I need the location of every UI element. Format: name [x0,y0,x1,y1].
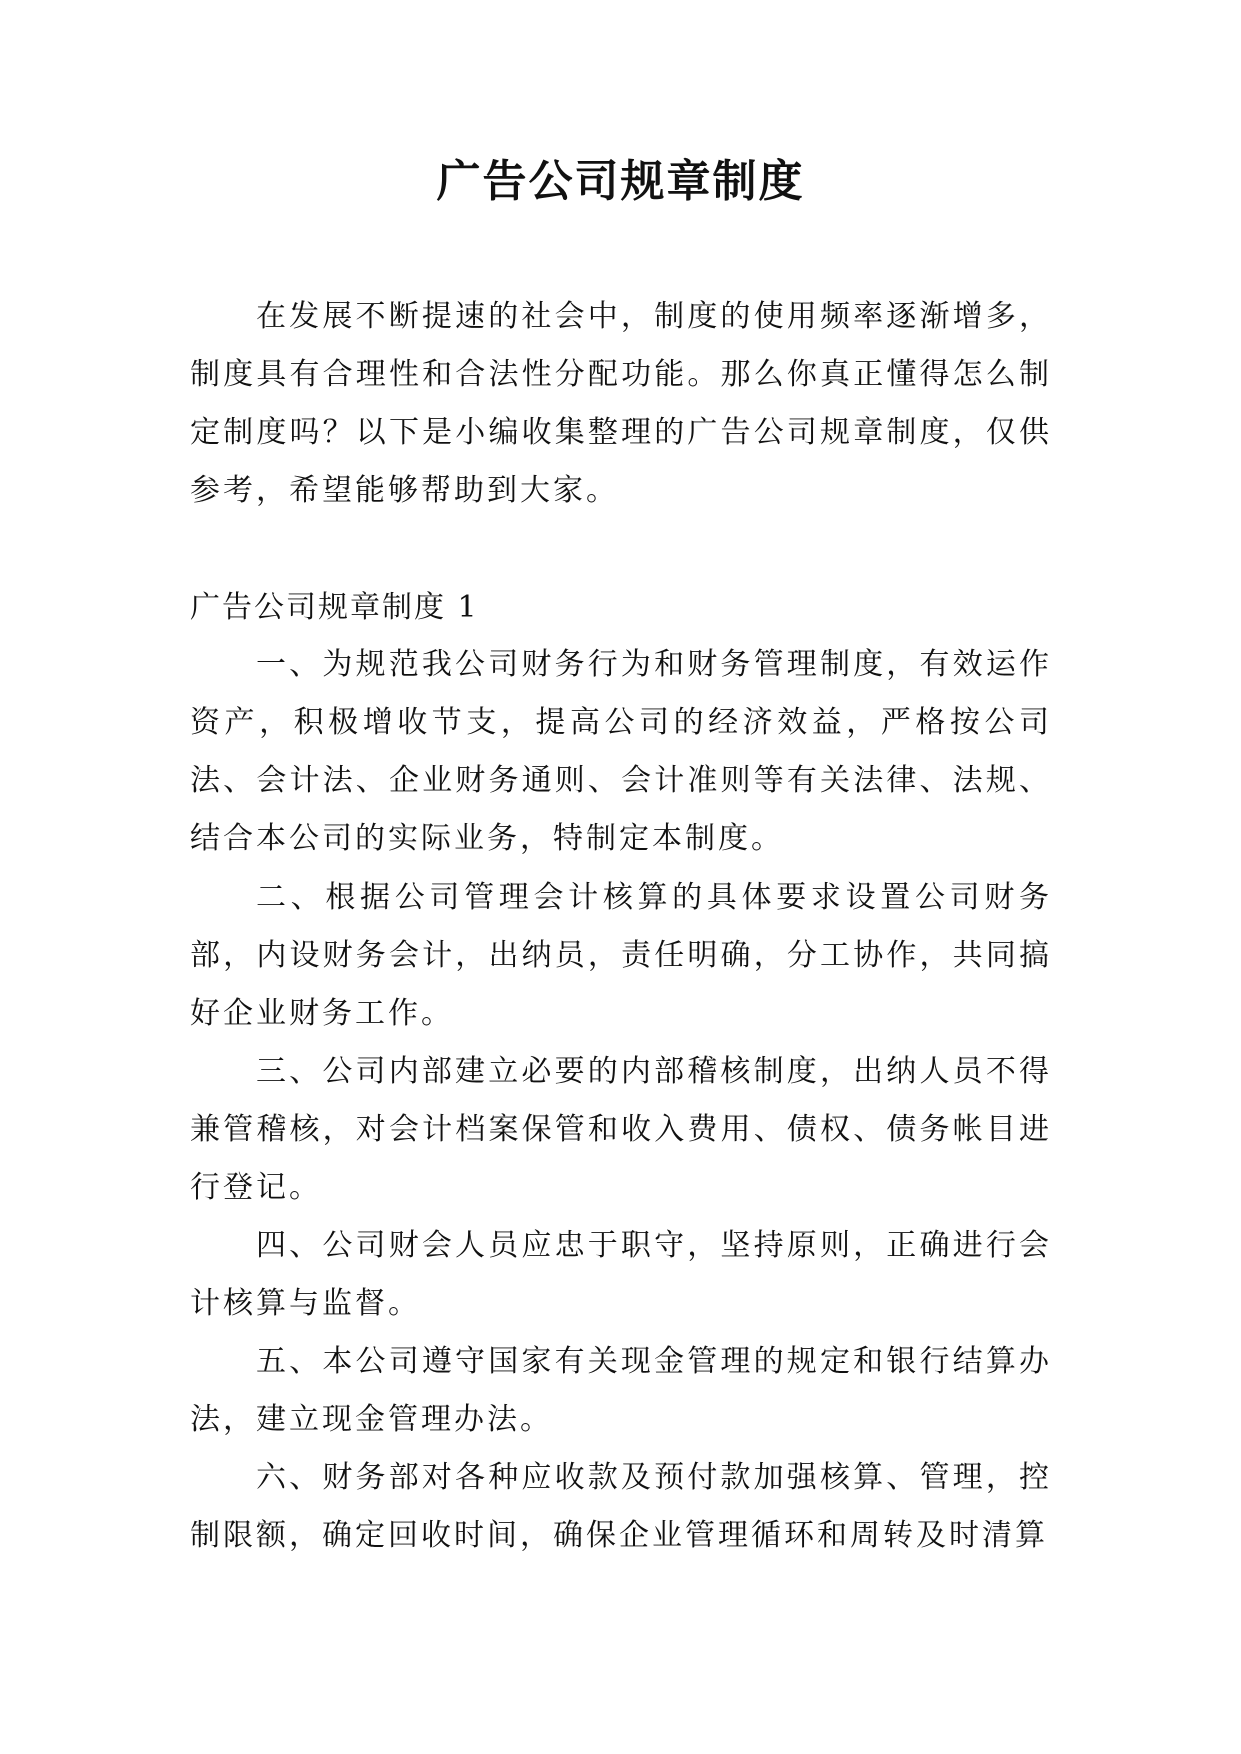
document-title: 广告公司规章制度 [436,156,805,207]
article-paragraph: 五、本公司遵守国家有关现金管理的规定和银行结算办法，建立现金管理办法。 [190,1344,1052,1437]
article-paragraph: 四、公司财会人员应忠于职守，坚持原则，正确进行会计核算与监督。 [190,1228,1052,1321]
article-paragraph: 二、根据公司管理会计核算的具体要求设置公司财务部，内设财务会计，出纳员，责任明确，分工协作，共同搞好企业财务工作。 [190,880,1052,1031]
article-paragraph: 三、公司内部建立必要的内部稽核制度，出纳人员不得兼管稽核，对会计档案保管和收入费用、债权、债务帐目进行登记。 [190,1054,1052,1205]
article-paragraph: 一、为规范我公司财务行为和财务管理制度，有效运作资产，积极增收节支，提高公司的经济效益，严格按公司法、会计法、企业财务通则、会计准则等有关法律、法规、结合本公司的实际业务，特制定本制度。 [190,647,1052,856]
article-paragraph: 六、财务部对各种应收款及预付款加强核算、管理，控制限额，确定回收时间，确保企业管理循环和周转及时清算 [190,1460,1052,1553]
intro-paragraph: 在发展不断提速的社会中，制度的使用频率逐渐增多，制度具有合理性和合法性分配功能。那么你真正懂得怎么制定制度吗？以下是小编收集整理的广告公司规章制度，仅供参考，希望能够帮助到大家。 [190,299,1052,508]
section-heading: 广告公司规章制度 1 [190,590,479,625]
